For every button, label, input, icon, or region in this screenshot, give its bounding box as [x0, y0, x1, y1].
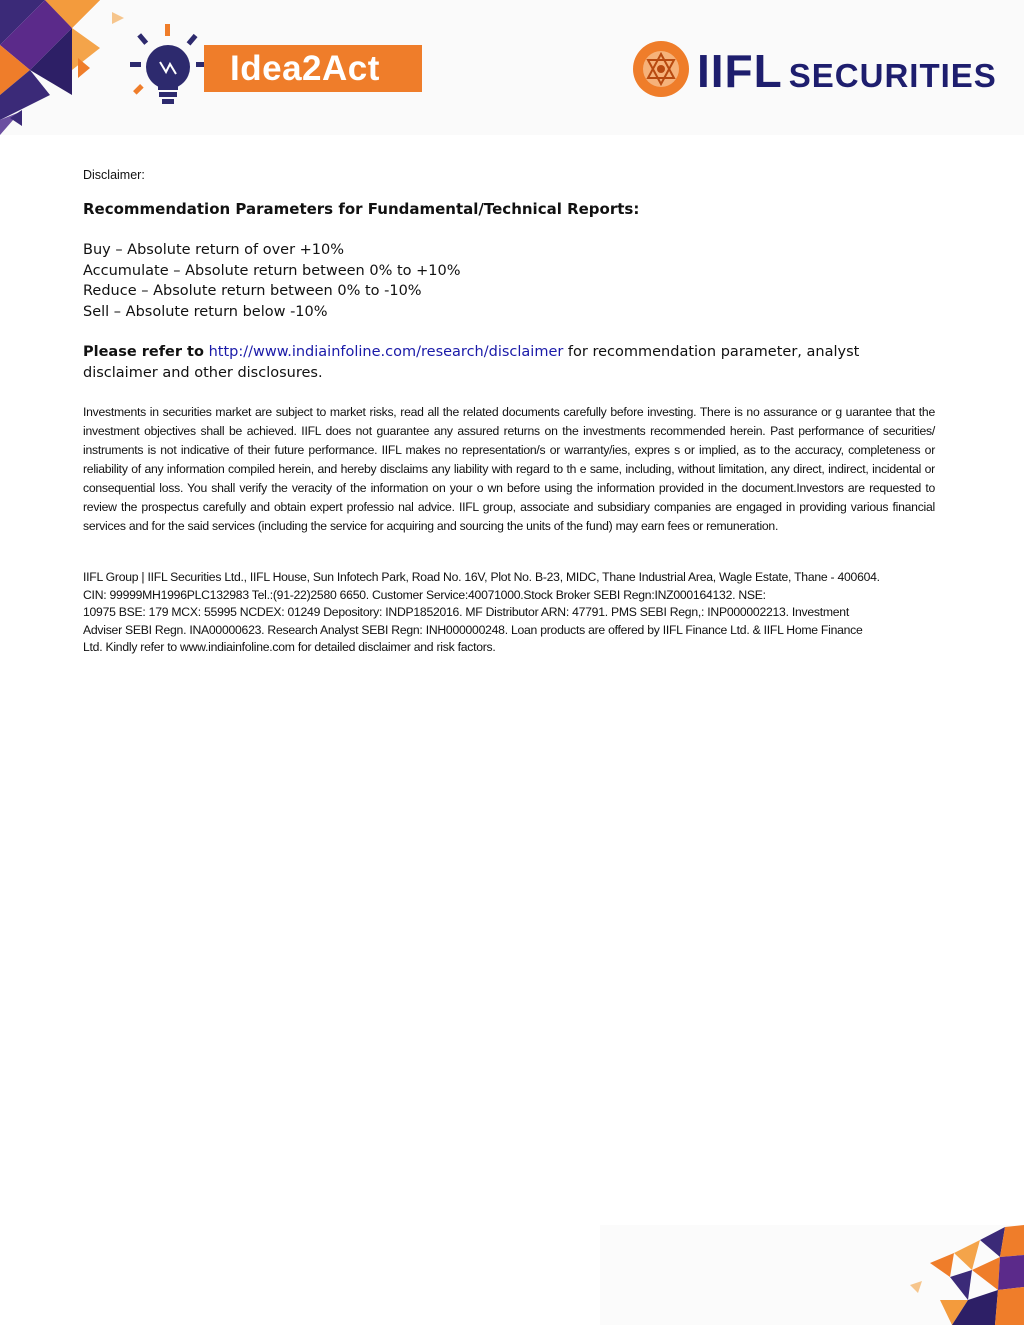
company-details-line: IIFL Group | IIFL Securities Ltd., IIFL House, Sun Infotech Park, Road No. 16V, Plot No. B-23, MIDC, Thane Industrial Area, Wagle Estate, Thane - 400604.	[83, 570, 880, 584]
recommendation-item-accumulate: Accumulate – Absolute return between 0% to +10%	[83, 262, 461, 279]
geometric-pattern-top-left	[0, 0, 130, 135]
risk-disclaimer-paragraph: Investments in securities market are subject to market risks, read all the related documents carefully before investing. There is no assurance or g uarantee that the investment objectives shall be achieved. IIFL does not guarantee any assured returns on the investments recommended herein. Past performance of securities/ instruments is not indicative of their future performance. IIFL makes no representation/s or warranty/ies, expres s or implied, as to the accuracy, completeness or reliability of any information compiled herein, and hereby disclaims any liability with regard to th e same, including, without limitation, any direct, indirect, incidental or consequential loss. You shall verify the veracity of the information on your o wn before using the information provided in the document.Investors are requested to review the prospectus carefully and obtain expert professio nal advice. IIFL group, associate and subsidiary companies are engaged in providing various financial services and for the said services (including the service for acquiring and sourcing the units of the fund) may earn fees or remuneration.	[83, 405, 935, 533]
iifl-wordmark-main: IIFL	[697, 45, 783, 97]
company-details-line: CIN: 99999MH1996PLC132983 Tel.:(91-22)2580 6650. Customer Service:40071000.Stock Broker SEBI Regn:INZ000164132. NSE:	[83, 587, 766, 602]
company-details-line: 10975 BSE: 179 MCX: 55995 NCDEX: 01249 Depository: INDP1852016. MF Distributor ARN: 47791. PMS SEBI Regn,: INP000002213. Investment	[83, 605, 849, 619]
company-details-line: Adviser SEBI Regn. INA00000623. Research Analyst SEBI Regn: INH000000248. Loan products are offered by IIFL Finance Ltd. & IIFL Home Finance	[83, 622, 863, 637]
recommendation-item-sell: Sell – Absolute return below -10%	[83, 303, 328, 320]
idea2act-wordmark: Idea2Act	[204, 45, 422, 92]
page-header	[0, 0, 1024, 135]
refer-paragraph	[83, 342, 933, 384]
recommendation-heading: Recommendation Parameters for Fundamental/Technical Reports:	[83, 200, 640, 218]
refer-prefix: Please refer to	[83, 344, 204, 360]
iifl-wordmark	[697, 44, 997, 98]
recommendation-item-buy: Buy – Absolute return of over +10%	[83, 242, 345, 258]
refer-suffix: for recommendation parameter, analyst disclaimer and other disclosures.	[83, 344, 860, 381]
iifl-securities-logo	[632, 40, 997, 100]
iifl-wordmark-sub: SECURITIES	[788, 57, 997, 94]
disclaimer-label: Disclaimer:	[83, 168, 145, 182]
recommendation-list	[83, 240, 461, 322]
idea2act-logo	[130, 22, 425, 117]
disclaimer-link[interactable]: http://www.indiainfoline.com/research/disclaimer	[208, 344, 564, 360]
recommendation-item-reduce: Reduce – Absolute return between 0% to -10%	[83, 283, 422, 299]
company-details-paragraph	[83, 569, 935, 657]
lightbulb-icon	[130, 22, 210, 117]
geometric-pattern-bottom-right	[600, 1225, 1024, 1325]
iifl-emblem-icon	[632, 40, 690, 98]
company-details-line: Ltd. Kindly refer to www.indiainfoline.com for detailed disclaimer and risk factors.	[83, 640, 496, 654]
